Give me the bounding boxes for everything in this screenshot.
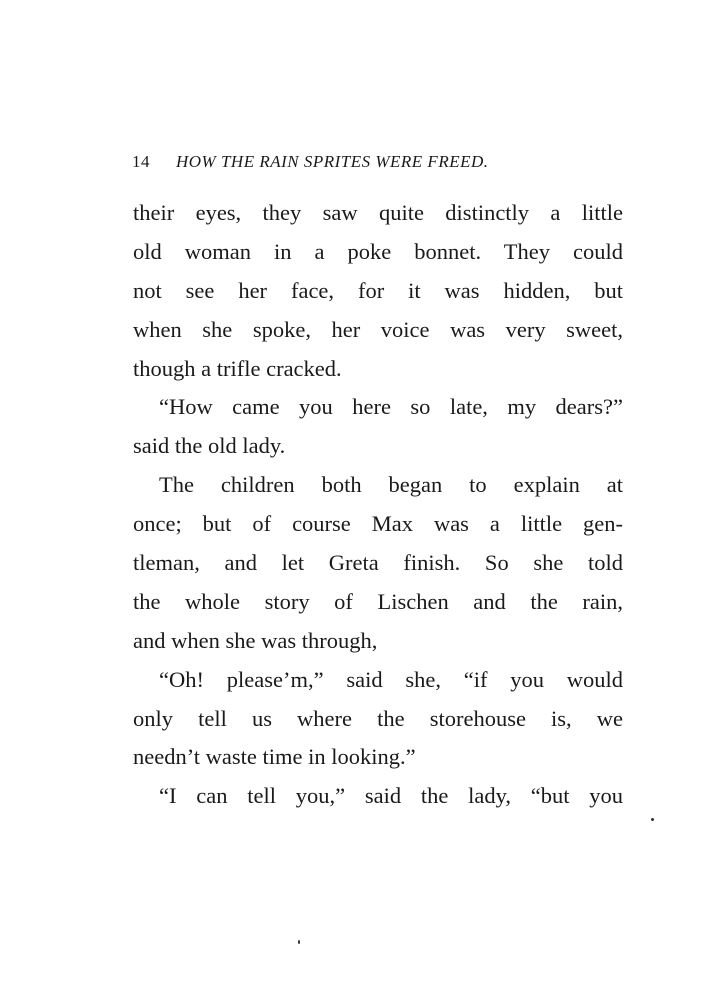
text-line: not see her face, for it was hidden, but [133,277,623,303]
paper-speck [298,940,300,944]
text-line: tleman, and let Greta finish. So she told [133,550,623,576]
paper-speck [651,818,654,821]
text-line: The children both began to explain at [159,472,623,498]
text-line: said the old lady. [133,433,286,459]
running-head [132,152,584,178]
text-line: old woman in a poke bonnet. They could [133,238,623,264]
text-line: their eyes, they saw quite distinctly a little [133,200,623,225]
running-title: HOW THE RAIN SPRITES WERE FREED. [176,152,489,171]
text-line: only tell us where the storehouse is, we [133,705,623,731]
text-line: “Oh! please’m,” said she, “if you would [159,666,623,692]
text-line: “How came you here so late, my dears?” [159,394,623,420]
body-text [133,194,623,816]
text-line: when she spoke, her voice was very sweet, [133,316,623,342]
page-number: 14 [132,152,150,171]
text-line: needn’t waste time in looking.” [133,744,416,770]
text-line: and when she was through, [133,627,378,653]
text-line: the whole story of Lischen and the rain, [133,588,623,614]
text-line: “I can tell you,” said the lady, “but you [159,783,623,809]
text-line: though a trifle cracked. [133,355,342,381]
text-line: once; but of course Max was a little gen- [133,511,623,537]
